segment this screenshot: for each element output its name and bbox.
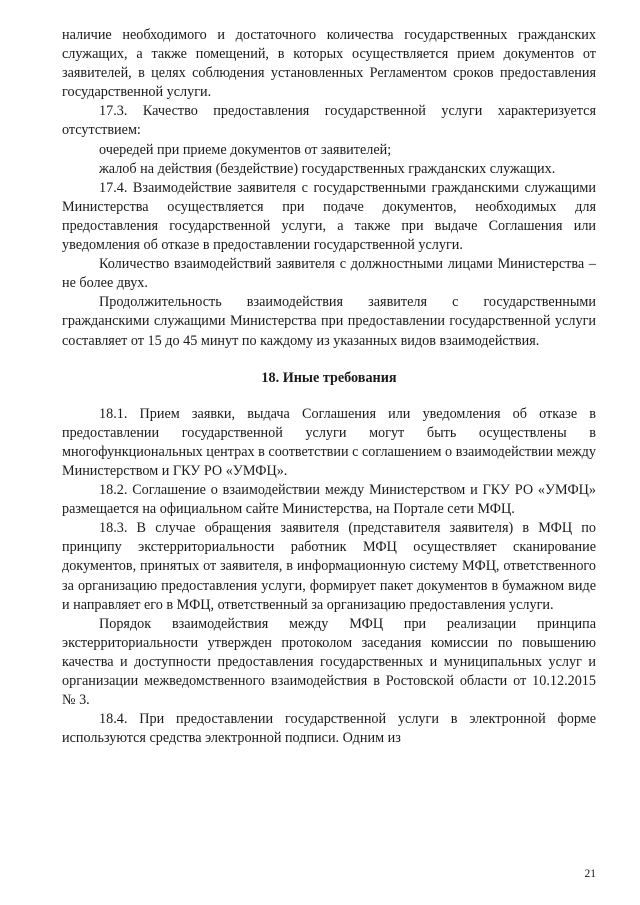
paragraph-interaction-duration: Продолжительность взаимодействия заявителя с государственными гражданскими служащими Министерства при предоставлении государственной услуги составляет от 15 до 45 минут по каждому из указанных видов взаимодействия. bbox=[62, 294, 596, 349]
paragraph-17-4: 17.4. Взаимодействие заявителя с государственными гражданскими служащими Министерства осуществляется при подаче документов, необходимых для предоставления государственной услуги, а также при выдаче Соглашения или уведомления об отказе в предоставлении государственной услуги. bbox=[62, 179, 596, 254]
paragraph-17-3: 17.3. Качество предоставления государственной услуги характеризуется отсутствием: bbox=[62, 103, 596, 139]
paragraph-interactions-count: Количество взаимодействий заявителя с должностными лицами Министерства – не более двух. bbox=[62, 256, 596, 292]
document-body bbox=[62, 26, 596, 748]
list-item-complaints: жалоб на действия (бездействие) государственных гражданских служащих. bbox=[99, 160, 556, 177]
paragraph-18-4: 18.4. При предоставлении государственной услуги в электронной форме используются средства электронной подписи. Одним из bbox=[62, 711, 596, 747]
paragraph-continuation: наличие необходимого и достаточного количества государственных гражданских служащих, а также помещений, в которых осуществляется прием документов от заявителей, в целях соблюдения установленных Регламентом сроков предоставления государственной услуги. bbox=[62, 27, 596, 101]
paragraph-mfc-procedure: Порядок взаимодействия между МФЦ при реализации принципа экстерриториальности утвержден протоколом заседания комиссии по повышению качества и доступности предоставления государственных и муниципальных услуг и организации межведомственного взаимодействия в Ростовской области от 10.12.2015 № 3. bbox=[62, 615, 596, 709]
section-heading: 18. Иные требования bbox=[261, 369, 397, 386]
paragraph-18-1: 18.1. Прием заявки, выдача Соглашения или уведомления об отказе в предоставлении государственной услуги могут быть осуществлены в многофункциональных центрах в соответствии с соглашением о взаимодействии между Министерством и ГКУ РО «УМФЦ». bbox=[62, 405, 596, 479]
list-item-queues: очередей при приеме документов от заявителей; bbox=[99, 141, 392, 158]
page-number: 21 bbox=[584, 868, 596, 880]
paragraph-18-3: 18.3. В случае обращения заявителя (представителя заявителя) в МФЦ по принципу экстерриториальности работник МФЦ осуществляет сканирование документов, принятых от заявителя, в информационную систему МФЦ, ответственного за организацию предоставления услуги, формирует пакет документов в бумажном виде и направляет его в МФЦ, ответственный за организацию предоставления услуги. bbox=[62, 520, 596, 613]
paragraph-18-2: 18.2. Соглашение о взаимодействии между Министерством и ГКУ РО «УМФЦ» размещается на официальном сайте Министерства, на Портале сети МФЦ. bbox=[62, 482, 596, 518]
